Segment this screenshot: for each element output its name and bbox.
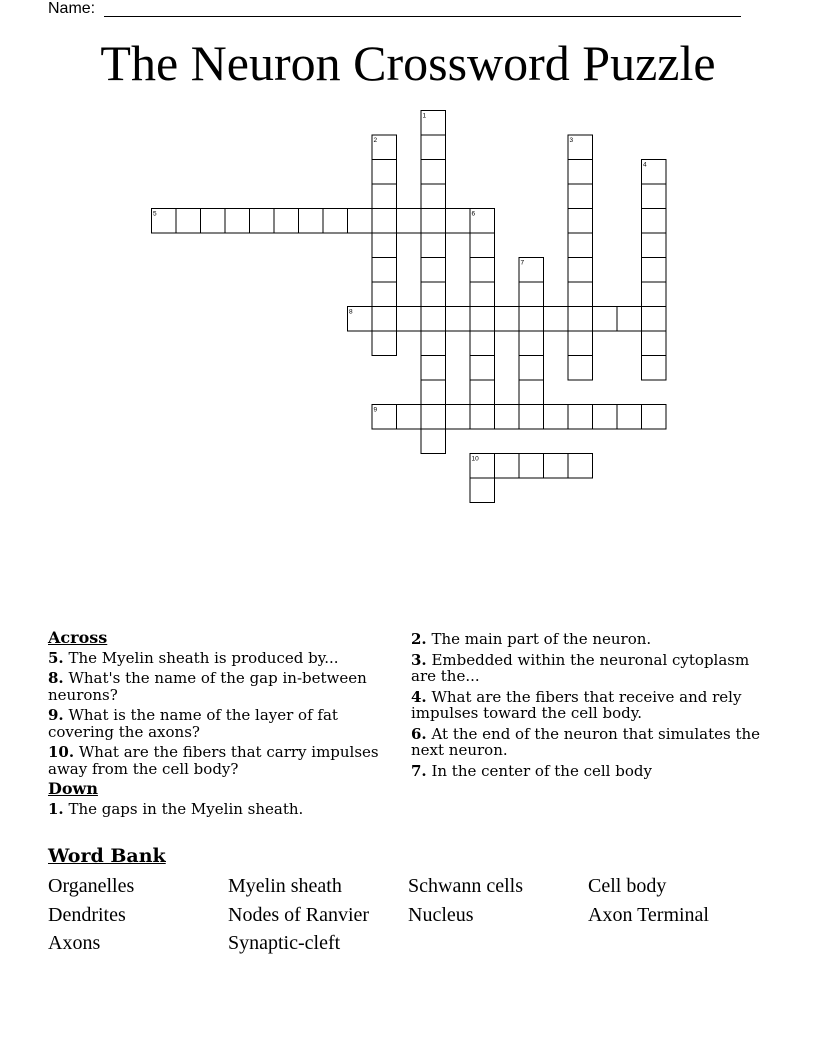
word-bank-item: Synaptic-cleft xyxy=(228,932,341,954)
clue-number: 3. xyxy=(411,650,427,669)
clue-down-7 xyxy=(411,763,761,780)
clue-number: 4. xyxy=(411,687,427,706)
clue-number: 2. xyxy=(411,630,427,648)
grid-cell[interactable] xyxy=(446,307,471,332)
clue-number: 1. xyxy=(48,799,64,818)
grid-cell[interactable] xyxy=(470,282,495,307)
clue-down-1 xyxy=(48,801,388,818)
cell-number: 10 xyxy=(471,455,479,463)
word-bank-item: Axons xyxy=(48,932,101,954)
grid-cell[interactable] xyxy=(544,454,569,479)
grid-cell[interactable] xyxy=(470,233,495,258)
grid-cell[interactable] xyxy=(421,405,446,430)
grid-cell[interactable] xyxy=(519,380,544,405)
clue-across-9 xyxy=(48,707,388,740)
grid-cell[interactable] xyxy=(519,282,544,307)
clue-number: 5. xyxy=(48,648,64,667)
grid-cell[interactable] xyxy=(421,356,446,381)
grid-cell[interactable] xyxy=(176,209,201,234)
cell-number: 9 xyxy=(373,406,378,414)
grid-cell[interactable] xyxy=(421,160,446,185)
cell-number: 3 xyxy=(569,137,574,144)
grid-cell[interactable] xyxy=(446,405,471,430)
grid-cell[interactable] xyxy=(372,233,397,258)
grid-cell[interactable] xyxy=(274,209,299,234)
word-bank-title: Word Bank xyxy=(48,845,166,867)
grid-cell[interactable] xyxy=(299,209,324,234)
grid-cell[interactable] xyxy=(470,405,495,430)
grid-cell[interactable] xyxy=(470,258,495,283)
word-bank-item: Schwann cells xyxy=(408,875,523,897)
grid-cell[interactable] xyxy=(250,209,275,234)
grid-cell[interactable] xyxy=(568,307,593,332)
grid-cell[interactable] xyxy=(544,405,569,430)
grid-cell[interactable] xyxy=(568,184,593,209)
cell-number: 4 xyxy=(643,161,647,169)
clue-text: What are the fibers that receive and rely impulses toward the cell body. xyxy=(411,687,742,722)
grid-cell[interactable] xyxy=(372,160,397,185)
crossword-grid xyxy=(0,0,816,520)
grid-cell[interactable] xyxy=(201,209,226,234)
cell-number: 2 xyxy=(373,137,378,144)
across-heading: Across xyxy=(48,628,108,647)
grid-cell[interactable] xyxy=(397,307,422,332)
grid-cell[interactable] xyxy=(519,405,544,430)
grid-cell[interactable] xyxy=(519,307,544,332)
word-bank-item: Myelin sheath xyxy=(228,875,342,897)
grid-cell[interactable] xyxy=(617,307,642,332)
grid-cell[interactable] xyxy=(642,356,667,381)
clue-number: 8. xyxy=(48,669,64,687)
grid-cell[interactable] xyxy=(397,209,422,234)
grid-cell[interactable] xyxy=(642,184,667,209)
grid-cell[interactable] xyxy=(593,307,618,332)
grid-cell[interactable] xyxy=(421,307,446,332)
clues-left-column xyxy=(48,630,388,821)
grid-cell[interactable] xyxy=(593,405,618,430)
grid-cell[interactable] xyxy=(348,209,373,234)
grid-cell[interactable] xyxy=(470,380,495,405)
grid-cell[interactable] xyxy=(421,331,446,356)
clue-text: In the center of the cell body xyxy=(431,761,652,780)
grid-cell[interactable] xyxy=(323,209,348,234)
puzzle-title: The Neuron Crossword Puzzle xyxy=(100,35,716,91)
grid-cell[interactable] xyxy=(397,405,422,430)
grid-cell[interactable] xyxy=(421,258,446,283)
grid-cell[interactable] xyxy=(568,454,593,479)
cell-number: 5 xyxy=(153,210,157,218)
grid-cell[interactable] xyxy=(642,258,667,283)
grid-cell[interactable] xyxy=(544,307,569,332)
grid-cell[interactable] xyxy=(421,233,446,258)
grid-cell[interactable] xyxy=(470,331,495,356)
grid-cell[interactable] xyxy=(372,184,397,209)
grid-cell[interactable] xyxy=(568,405,593,430)
grid-cell[interactable] xyxy=(642,331,667,356)
clue-number: 7. xyxy=(411,761,427,780)
grid-cell[interactable] xyxy=(421,380,446,405)
word-bank-item: Axon Terminal xyxy=(588,904,709,926)
grid-cell[interactable] xyxy=(568,209,593,234)
grid-cell[interactable] xyxy=(642,209,667,234)
clues-right-column xyxy=(411,631,761,783)
grid-cell[interactable] xyxy=(642,282,667,307)
grid-cell[interactable] xyxy=(421,135,446,160)
clue-text: The main part of the neuron. xyxy=(431,630,652,648)
cell-number: 1 xyxy=(422,112,427,120)
grid-cell[interactable] xyxy=(421,282,446,307)
clue-text: The gaps in the Myelin sheath. xyxy=(68,799,304,818)
clue-number: 9. xyxy=(48,706,64,724)
grid-cell[interactable] xyxy=(642,405,667,430)
clue-text: What's the name of the gap in-between neurons? xyxy=(48,669,367,704)
grid-cell[interactable] xyxy=(470,478,495,503)
clue-down-6 xyxy=(411,726,761,759)
grid-cell[interactable] xyxy=(470,307,495,332)
cell-number: 8 xyxy=(349,308,353,316)
grid-cell[interactable] xyxy=(642,307,667,332)
clue-down-4 xyxy=(411,689,761,722)
grid-cell[interactable] xyxy=(519,454,544,479)
clue-across-10 xyxy=(48,744,388,777)
grid-cell[interactable] xyxy=(421,209,446,234)
word-bank-item: Dendrites xyxy=(48,904,126,926)
word-bank-item: Nodes of Ranvier xyxy=(228,904,370,926)
name-label: Name: xyxy=(48,0,96,17)
grid-cell[interactable] xyxy=(519,356,544,381)
grid-cell[interactable] xyxy=(568,160,593,185)
grid-cell[interactable] xyxy=(372,331,397,356)
word-bank-item: Organelles xyxy=(48,875,135,897)
grid-cell[interactable] xyxy=(495,307,520,332)
grid-cell[interactable] xyxy=(225,209,250,234)
grid-cell[interactable] xyxy=(642,233,667,258)
grid-cell[interactable] xyxy=(568,331,593,356)
clue-text: The Myelin sheath is produced by... xyxy=(68,648,339,667)
down-heading: Down xyxy=(48,779,98,798)
grid-cell[interactable] xyxy=(372,307,397,332)
grid-cell[interactable] xyxy=(446,209,471,234)
word-bank-item: Nucleus xyxy=(408,904,474,926)
clue-down-3 xyxy=(411,652,761,685)
grid-cell[interactable] xyxy=(495,454,520,479)
grid-cell[interactable] xyxy=(421,184,446,209)
clue-text: What are the fibers that carry impulses away from the cell body? xyxy=(48,743,379,778)
grid-cell[interactable] xyxy=(568,282,593,307)
grid-cell[interactable] xyxy=(519,331,544,356)
clue-text: What is the name of the layer of fat covering the axons? xyxy=(48,706,338,741)
grid-cell[interactable] xyxy=(372,258,397,283)
grid-cell[interactable] xyxy=(372,209,397,234)
grid-cell[interactable] xyxy=(568,356,593,381)
grid-cell[interactable] xyxy=(470,356,495,381)
clue-number: 10. xyxy=(48,743,75,761)
clue-down-2 xyxy=(411,631,761,648)
grid-cell[interactable] xyxy=(617,405,642,430)
cell-number: 6 xyxy=(471,210,476,218)
clue-number: 6. xyxy=(411,724,427,743)
clue-across-5 xyxy=(48,650,388,667)
grid-cell[interactable] xyxy=(568,233,593,258)
cell-number: 7 xyxy=(520,259,525,267)
grid-cell[interactable] xyxy=(421,429,446,454)
clue-across-8 xyxy=(48,670,388,703)
grid-cell[interactable] xyxy=(568,258,593,283)
grid-cell[interactable] xyxy=(495,405,520,430)
word-bank-item: Cell body xyxy=(588,875,667,897)
clue-text: At the end of the neuron that simulates the next neuron. xyxy=(411,724,761,759)
clue-text: Embedded within the neuronal cytoplasm are the... xyxy=(411,650,750,685)
grid-cell[interactable] xyxy=(372,282,397,307)
